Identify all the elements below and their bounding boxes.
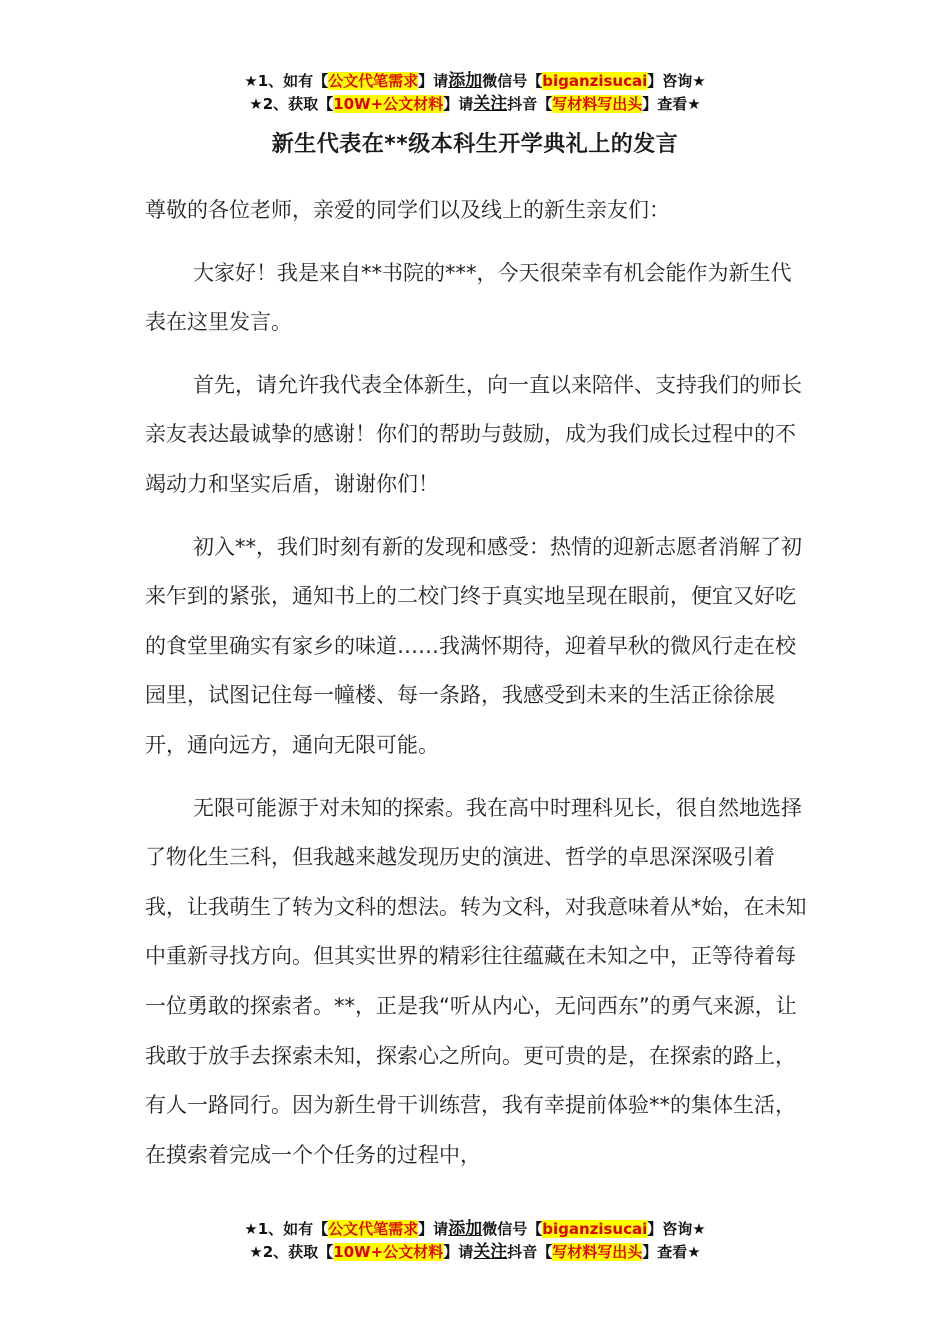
notice-text: 】请 (418, 1220, 449, 1238)
notice-text: 】咨询★ (647, 72, 706, 90)
notice-text: ★2、获取【 (249, 1243, 334, 1261)
notice-text: ★2、获取【 (249, 95, 334, 113)
notice-line-2 (0, 93, 950, 116)
notice-text: 】查看★ (642, 1243, 701, 1261)
notice-line-1 (0, 1218, 950, 1241)
douyin-account-highlight: 写材料写出头 (552, 95, 643, 113)
notice-emphasis: 添加 (448, 1219, 483, 1239)
notice-text: 抖音【 (507, 95, 553, 113)
document-body (145, 186, 810, 1193)
notice-emphasis: 关注 (473, 1242, 508, 1262)
salutation: 尊敬的各位老师，亲爱的同学们以及线上的新生亲友们： (145, 198, 670, 222)
notice-text: 微信号【 (482, 1220, 543, 1238)
document-title: 新生代表在**级本科生开学典礼上的发言 (271, 132, 679, 157)
notice-text: 】请 (443, 1243, 474, 1261)
notice-text: 抖音【 (507, 1243, 553, 1261)
notice-emphasis: 关注 (473, 94, 508, 114)
footer-notice (0, 1218, 950, 1264)
highlight-materials: 10W+公文材料 (333, 95, 444, 113)
notice-text: 】咨询★ (647, 1220, 706, 1238)
notice-text: 微信号【 (482, 72, 543, 90)
notice-text: 】请 (443, 95, 474, 113)
highlight-service: 公文代笔需求 (328, 72, 419, 90)
notice-text: ★1、如有【 (244, 72, 329, 90)
douyin-account-highlight: 写材料写出头 (552, 1243, 643, 1261)
highlight-materials: 10W+公文材料 (333, 1243, 444, 1261)
header-notice (0, 70, 950, 116)
notice-emphasis: 添加 (448, 71, 483, 91)
paragraph: 初入**，我们时刻有新的发现和感受：热情的迎新志愿者消解了初来乍到的紧张，通知书上的二校门终于真实地呈现在眼前，便宜又好吃的食堂里确实有家乡的味道……我满怀期待，迎着早秋的微风行走在校园里，试图记住每一幢楼、每一条路，我感受到未来的生活正徐徐展开，通向远方，通向无限可能。 (145, 534, 802, 757)
notice-line-2 (0, 1241, 950, 1264)
notice-line-1 (0, 70, 950, 93)
wechat-id-highlight: biganzisucai (542, 72, 648, 90)
highlight-service: 公文代笔需求 (328, 1220, 419, 1238)
notice-text: ★1、如有【 (244, 1220, 329, 1238)
paragraph: 首先，请允许我代表全体新生，向一直以来陪伴、支持我们的师长亲友表达最诚挚的感谢！你们的帮助与鼓励，成为我们成长过程中的不竭动力和坚实后盾，谢谢你们！ (145, 372, 802, 496)
notice-text: 】查看★ (642, 95, 701, 113)
wechat-id-highlight: biganzisucai (542, 1220, 648, 1238)
paragraph: 大家好！我是来自**书院的***，今天很荣幸有机会能作为新生代表在这里发言。 (145, 260, 792, 335)
paragraph: 无限可能源于对未知的探索。我在高中时理科见长，很自然地选择了物化生三科，但我越来越发现历史的演进、哲学的卓思深深吸引着我，让我萌生了转为文科的想法。转为文科，对我意味着从*始，在未知中重新寻找方向。但其实世界的精彩往往蕴藏在未知之中，正等待着每一位勇敢的探索者。**，正是我“听从内心，无问西东”的勇气来源，让我敢于放手去探索未知，探索心之所向。更可贵的是，在探索的路上，有人一路同行。因为新生骨干训练营，我有幸提前体验**的集体生活，在摸索着完成一个个任务的过程中， (145, 795, 807, 1167)
notice-text: 】请 (418, 72, 449, 90)
